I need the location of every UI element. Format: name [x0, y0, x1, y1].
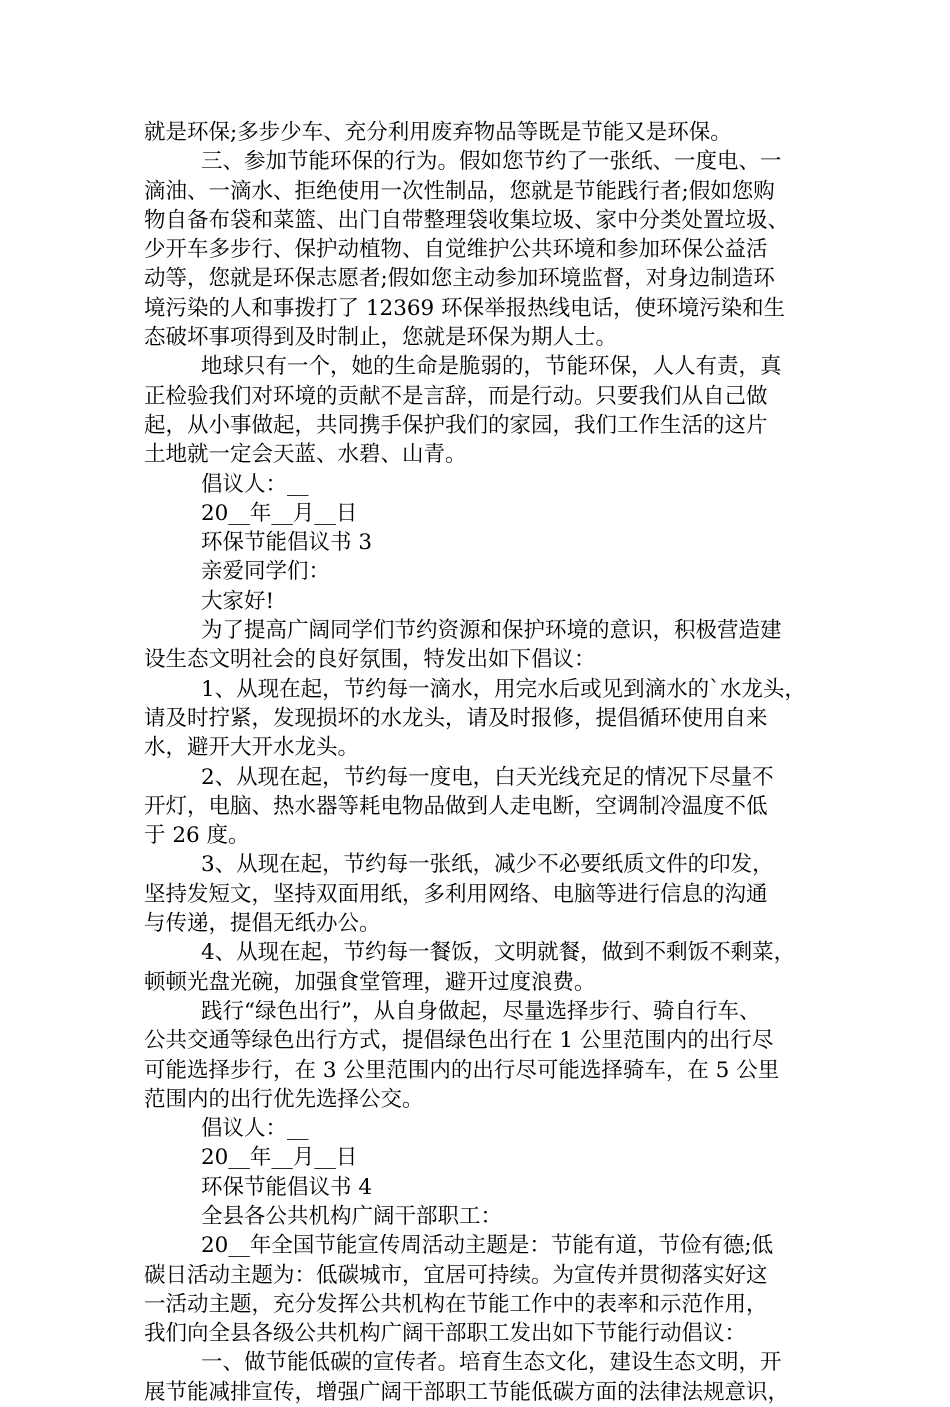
text-line: 展节能减排宣传，增强广阔干部职工节能低碳方面的法律法规意识， [144, 1379, 790, 1405]
text-line: 少开车多步行、保护动植物、自觉维护公共环境和参加环保公益活 [144, 237, 768, 263]
text-line: 水，避开大开水龙头。 [144, 735, 360, 761]
text-line: 践行“绿色出行”，从自身做起，尽量选择步行、骑自行车、 [201, 998, 761, 1024]
text-line: 设生态文明社会的良好氛围，特发出如下倡议： [144, 647, 596, 673]
text-line: 1、从现在起，节约每一滴水，用完水后或见到滴水的`水龙头， [201, 676, 806, 702]
text-line: 坚持发短文，坚持双面用纸，多利用网络、电脑等进行信息的沟通 [144, 881, 768, 907]
text-line: 境污染的人和事拨打了 12369 环保举报热线电话，使环境污染和生 [144, 295, 786, 321]
text-line: 20__年全国节能宣传周活动主题是：节能有道，节俭有德;低 [201, 1233, 774, 1259]
text-line: 我们向全县各级公共机构广阔干部职工发出如下节能行动倡议： [144, 1321, 747, 1347]
text-line: 于 26 度。 [144, 823, 250, 849]
document-page [144, 118, 824, 1407]
text-line: 顿顿光盘光碗，加强食堂管理，避开过度浪费。 [144, 969, 596, 995]
text-line: 请及时拧紧，发现损坏的水龙头，请及时报修，提倡循环使用自来 [144, 705, 768, 731]
text-line: 2、从现在起，节约每一度电，白天光线充足的情况下尽量不 [201, 764, 774, 790]
text-line: 动等，您就是环保志愿者;假如您主动参加环境监督，对身边制造环 [144, 266, 775, 292]
text-line: 开灯，电脑、热水器等耗电物品做到人走电断，空调制冷温度不低 [144, 793, 768, 819]
text-line: 态破坏事项得到及时制止，您就是环保为期人士。 [144, 325, 618, 351]
text-line: 就是环保;多步少车、充分利用废弃物品等既是节能又是环保。 [144, 120, 732, 145]
text-line: 环保节能倡议书 4 [201, 1174, 373, 1200]
text-line: 正检验我们对环境的贡献不是言辞，而是行动。只要我们从自己做 [144, 383, 768, 409]
text-line: 全县各公共机构广阔干部职工： [201, 1203, 503, 1229]
text-line: 三、参加节能环保的行为。假如您节约了一张纸、一度电、一 [201, 149, 782, 175]
text-line: 地球只有一个，她的生命是脆弱的，节能环保，人人有责，真 [201, 354, 782, 380]
text-line: 碳日活动主题为：低碳城市，宜居可持续。为宣传并贯彻落实好这 [144, 1262, 768, 1288]
text-line: 起，从小事做起，共同携手保护我们的家园，我们工作生活的这片 [144, 412, 768, 438]
text-line: 20__年__月__日 [201, 1145, 358, 1171]
text-line: 为了提高广阔同学们节约资源和保护环境的意识，积极营造建 [201, 618, 782, 644]
text-line: 一活动主题，充分发挥公共机构在节能工作中的表率和示范作用， [144, 1291, 768, 1317]
text-line: 3、从现在起，节约每一张纸，减少不必要纸质文件的印发， [201, 852, 774, 878]
text-line: 倡议人：__ [201, 1116, 309, 1142]
text-line: 物自备布袋和菜篮、出门自带整理袋收集垃圾、家中分类处置垃圾、 [144, 207, 790, 233]
text-line: 环保节能倡议书 3 [201, 530, 373, 556]
text-line: 范围内的出行优先选择公交。 [144, 1086, 424, 1112]
text-line: 大家好! [201, 588, 275, 614]
text-line: 公共交通等绿色出行方式，提倡绿色出行在 1 公里范围内的出行尽 [144, 1028, 774, 1054]
text-line: 可能选择步行，在 3 公里范围内的出行尽可能选择骑车，在 5 公里 [144, 1057, 780, 1083]
text-line: 倡议人：__ [201, 471, 309, 497]
text-line: 亲爱同学们： [201, 559, 331, 585]
text-line: 与传递，提倡无纸办公。 [144, 911, 381, 937]
text-line: 土地就一定会天蓝、水碧、山青。 [144, 442, 467, 468]
text-line: 一、做节能低碳的宣传者。培育生态文化，建设生态文明，开 [201, 1350, 782, 1376]
text-line: 4、从现在起，节约每一餐饭，文明就餐，做到不剩饭不剩菜， [201, 940, 796, 966]
text-line: 滴油、一滴水、拒绝使用一次性制品，您就是节能践行者;假如您购 [144, 178, 775, 204]
text-line: 20__年__月__日 [201, 500, 358, 526]
